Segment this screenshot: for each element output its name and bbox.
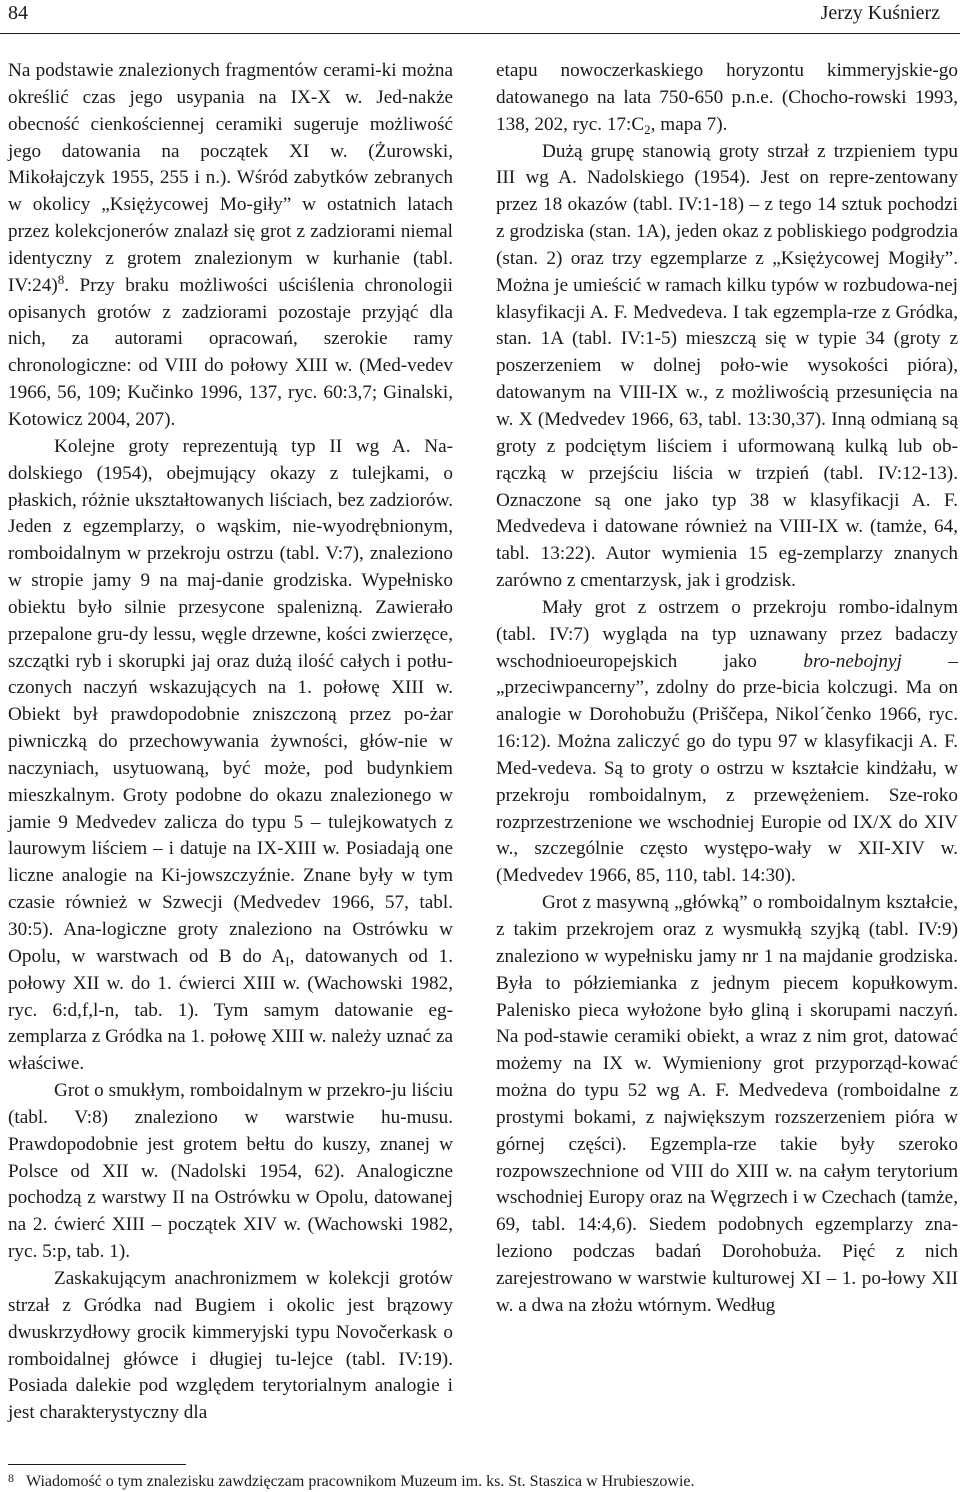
running-head: Jerzy Kuśnierz: [820, 2, 940, 24]
paragraph: Zaskakującym anachronizmem w kolekcji grotów strzał z Gródka nad Bugiem i okolic jest brązowy dwuskrzydłowy grocik kimmeryjski typu Novočerkask o romboidalnej główce i długiej tu-lejce (tabl. IV:19). Posiada dalekie pod względem terytorialnym analogie i jest charakterystyczny dla: [8, 1267, 453, 1424]
page-header: [0, 0, 960, 36]
paragraph: Kolejne groty reprezentują typ II wg A. Na-dolskiego (1954), obejmujący okazy z tulejkami, o płaskich, różnie ukształtowanych liściach, bez zadziorów. Jeden z egzemplarzy, o wąskim, nie-wyodrębnionym, romboidalnym w przekroju ostrzu (tabl. V:7), znaleziono w stropie jamy 9 na maj-danie grodziska. Wypełnisko obiektu było silnie przesycone spalenizną. Zawierało przepalone gru-dy lessu, węgle drzewne, kości zwierzęce, szczątki ryb i skorupki jaj oraz dużą ilość całych i potłu-czonych naczyń wskazujących na 1. połowę XIII w. Obiekt był prawdopodobnie zniszczoną przez po-żar piwniczką do przechowywania żywności, głów-nie w naczyniach, usytuowaną, być może, pod budynkiem mieszkalnym. Groty podobne do okazu znalezionego w jamie 9 Medvedev zalicza do typu 5 – tulejkowatych z laurowym liściem – i datuje na IX-XIII w. Posiadają one liczne analogie na Ki-jowszczyźnie. Znane były w tym czasie również w Szwecji (Medvedev 1966, 57, tabl. 30:5). Ana-logiczne groty znaleziono na Ostrówku w Opolu, w warstwach od B do $A_I$, datowanych od 1. połowy XII w. do 1. ćwierci XIII w. (Wachowski 1982, ryc. 6:d,f,l-n, tab. 1). Tym samym datowanie eg-zemplarza z Gródka na 1. połowę XIII w. należy uznać za właściwe.: [8, 435, 453, 1075]
paragraph: Grot o smukłym, romboidalnym w przekro-ju liściu (tabl. V:8) znaleziono w warstwie hu-musu. Prawdopodobnie jest grotem bełtu do kuszy, znanej w Polsce od XII w. (Nadolski 1954, 62). Analogiczne pochodzą z warstwy II na Ostrówku w Opolu, datowanej na 2. ćwierć XIII – początek XIV w. (Wachowski 1982, ryc. 5:p, tab. 1).: [8, 1080, 453, 1263]
paragraph: Na podstawie znalezionych fragmentów cerami-ki można określić czas jego usypania na IX-X w. Jed-nakże obecność cienkościennej ceramiki sugeruje możliwość jego datowania na początek XI w. (Żurowski, Mikołajczyk 1955, 255 i n.). Wśród zabytków zebranych w okolicy „Księżycowej Mo-giły” w ostatnich latach przez kolekcjonerów znalazł się grot z zadziorami niemal identyczny z grotem znalezionym w kurhanie (tabl. IV:24)$^8$. Przy braku możliwości uściślenia chronologii opisanych grotów z zadziorami pozostaje przyjąć dla nich, za autorami opracowań, szerokie ramy chronologiczne: od VIII do połowy XIII w. (Med-vedev 1966, 56, 109; Kučinko 1996, 137, ryc. 60:3,7; Ginalski, Kotowicz 2004, 207).: [8, 60, 453, 430]
paragraph: Dużą grupę stanowią groty strzał z trzpieniem typu III wg A. Nadolskiego (1954). Jest on repre-zentowany przez 18 okazów (tabl. IV:1-18) – z tego 14 sztuk pochodzi z grodziska (stan. 1A), jeden okaz z pobliskiego podgrodzia (stan. 2) oraz trzy egzemplarze z „Księżycowej Mogiły”. Można je umieścić w ramach kilku typów w rozbudowa-nej klasyfikacji A. F. Medvedeva. I tak egzempla-rze z Gródka, stan. 1A (tabl. IV:1-5) mieszczą się w typie 34 (groty z poszerzeniem w dolnej poło-wie wysokości pióra), datowanym na VIII-IX w., z możliwością przesunięcia na w. X (Medvedev 1966, 63, tabl. 13:30,37). Inną odmianą są groty z podciętym liściem i uformowaną kulką lub ob-rączką w przejściu liścia w trzpień (tabl. IV:12-13). Oznaczone są one jako typ 38 w klasyfikacji A. F. Medvedeva i datowane również na VIII-IX w. (tamże, 64, tabl. 13:22). Autor wymienia 15 eg-zemplarzy znanych zarówno z cmentarzysk, jak i grodzisk.: [496, 140, 958, 592]
footnote-reference[interactable]: 8: [57, 271, 65, 287]
footnote-rule: [8, 1464, 186, 1465]
header-rule: [0, 33, 960, 34]
paragraph: Mały grot z ostrzem o przekroju rombo-idalnym (tabl. IV:7) wygląda na typ uznawany przez badaczy wschodnioeuropejskich jako bro-nebojnyj – „przeciwpancerny”, zdolny do prze-bicia kolczugi. Ma on analogie w Dorohobužu (Priščepa, Nikol´čenko 1966, ryc. 16:12). Można zaliczyć go do typu 97 w klasyfikacji A. F. Med-vedeva. Są to groty o ostrzu w kształcie kindżału, w przekroju romboidalnym, z przewężeniem. Sze-roko rozprzestrzenione we wschodniej Europie od IX/X do XIV w., szczególnie często występo-wały w XII-XIV w. (Medvedev 1966, 85, 110, tabl. 14:30).: [496, 596, 958, 887]
left-column: [8, 58, 453, 1427]
right-column: [496, 58, 958, 1320]
paragraph: Grot z masywną „główką” o romboidalnym kształcie, z takim przekrojem oraz z wysmukłą szyjką (tabl. IV:9) znaleziono w wypełnisku jamy nr 1 na majdanie grodziska. Była to półziemianka z jednym piecem kopułkowym. Palenisko pieca wyłożone było gliną i skorupami naczyń. Na pod-stawie ceramiki obiekt, a wraz z nim grot, datować możemy na IX w. Wymieniony grot przyporząd-kować można do typu 52 wg A. F. Medvedeva (romboidalne z prostymi bokami, z największym rozszerzeniem pióra w górnej części). Egzempla-rze takie były szeroko rozpowszechnione od VIII do XIII w. na całym terytorium wschodniej Europy oraz na Węgrzech i w Czechach (tamże, 69, tabl. 14:4,6). Siedem podobnych egzemplarzy zna-leziono podczas badań Dorohobuża. Pięć z nich zarejestrowano w warstwie kulturowej XI – 1. po-łowy XII w. a dwa na złożu wtórnym. Według: [496, 892, 958, 1316]
paragraph: etapu nowoczerkaskiego horyzontu kimmeryjskie-go datowanego na lata 750-650 p.n.e. (Chocho-rowski 1993, 138, 202, ryc. $17:C_2$, mapa 7).: [496, 60, 958, 137]
footnote: [8, 1468, 948, 1492]
footnote-text: Wiadomość o tym znalezisku zawdzięczam pracownikom Muzeum im. ks. St. Staszica w Hrubieszowie.: [26, 1473, 695, 1490]
footnote-marker: 8: [8, 1471, 14, 1485]
page-number: 84: [8, 2, 28, 24]
